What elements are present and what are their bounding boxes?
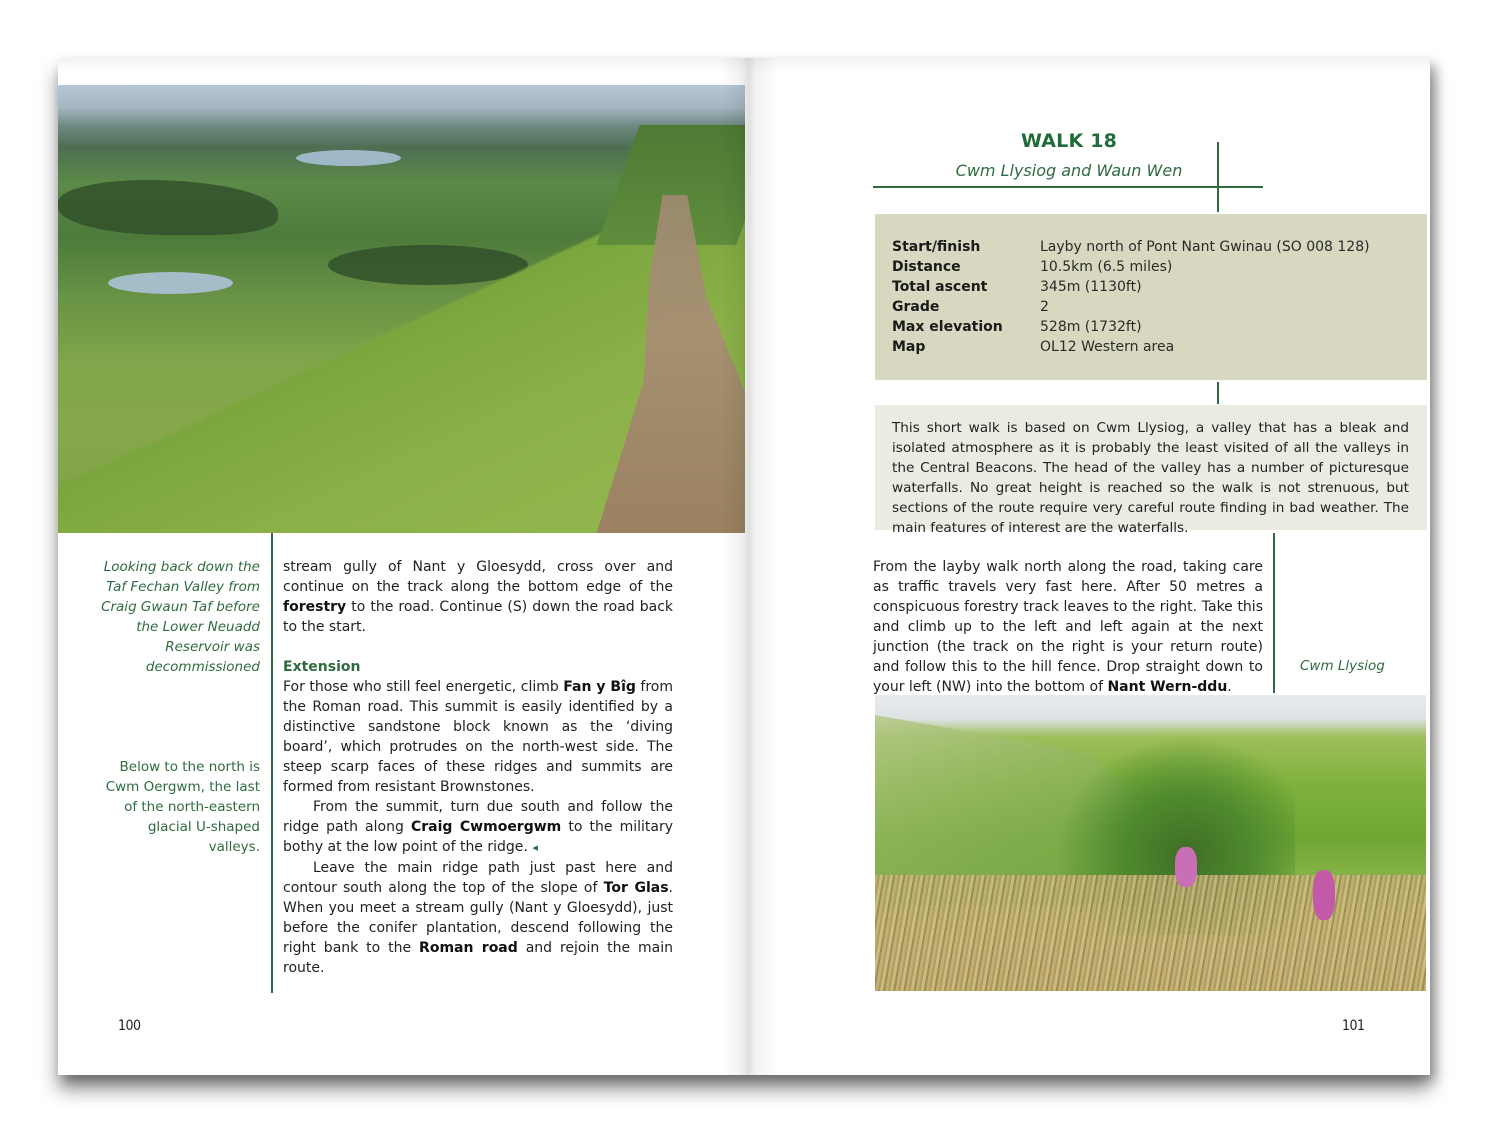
photo-foxglove: [1313, 870, 1335, 920]
place-name: Nant Wern-ddu: [1107, 679, 1228, 695]
place-name: Roman road: [419, 940, 518, 956]
place-name: Tor Glas: [603, 880, 669, 896]
walk-info-box: [875, 214, 1427, 380]
text: For those who still feel energetic, climb: [283, 679, 564, 695]
info-label: Total ascent: [892, 279, 988, 295]
text: to the military bothy at the low point of the ridge.: [283, 819, 673, 855]
text: .: [1227, 679, 1232, 695]
paragraph: [283, 557, 673, 637]
left-body-text: [283, 557, 673, 978]
cwm-llysiog-photo: [875, 695, 1426, 991]
right-page: [745, 58, 1430, 1075]
photo-grass: [875, 875, 1426, 991]
info-label: Grade: [892, 299, 940, 315]
margin-rule-top: [1217, 142, 1219, 212]
margin-rule: [271, 533, 273, 993]
intro-text: This short walk is based on Cwm Llysiog, a valley that has a bleak and isolated atmosphere as it is probably the least visited of all the valleys in the Central Beacons. The head of the valley has a number of picturesque waterfalls. No great height is reached so the walk is not strenuous, but sections of the route require very careful route finding in bad weather. The main features of interest are the waterfalls.: [892, 420, 1409, 536]
text: From the layby walk north along the road, taking care as traffic travels very fast here. After 50 metres a conspicuous forestry track leaves to the right. Take this and climb up to the left and left again at the next junction (the track on the right is your return route) and follow this to the hill fence. Drop straight down to your left (NW) into the bottom of: [873, 559, 1263, 695]
place-name: forestry: [283, 599, 347, 615]
route-text: [873, 557, 1263, 697]
text: to the road. Continue (S) down the road back to the start.: [283, 599, 673, 635]
margin-note: Below to the north is Cwm Oergwm, the last of the north-eastern glacial U-shaped valleys.: [105, 759, 260, 855]
text: Leave the main ridge path just past here and contour south along the top of the slope of: [283, 860, 673, 896]
page-number-right: 101: [1342, 1018, 1365, 1034]
text: . When you meet a stream gully (Nant y Gloesydd), just before the conifer plantation, descend following the right bank to the: [283, 880, 673, 956]
photo-foxglove: [1175, 847, 1197, 887]
info-value: 345m (1130ft): [1040, 279, 1142, 295]
walk-title: WALK 18: [1020, 130, 1118, 152]
info-value: OL12 Western area: [1040, 339, 1175, 355]
info-value: Layby north of Pont Nant Gwinau (SO 008 128): [1040, 239, 1370, 255]
place-name: Fan y Bîg: [563, 679, 636, 695]
photo-caption: Looking back down the Taf Fechan Valley from Craig Gwaun Taf before the Lower Neuadd Reservoir was decommissioned: [101, 559, 260, 675]
ridge-path-photo: [58, 85, 745, 533]
text: from the Roman road. This summit is easily identified by a distinctive sandstone block known as the ‘diving board’, which protrudes on the north-west side. The steep scarp faces of these ridges and summits are formed from resistant Brownstones.: [283, 679, 674, 795]
book-spread: [58, 58, 1430, 1075]
text: and rejoin the main route.: [283, 940, 674, 976]
walk-intro-box: [875, 405, 1427, 536]
info-value: 528m (1732ft): [1040, 319, 1142, 335]
info-label: Start/finish: [892, 239, 981, 255]
paragraph: [283, 858, 673, 978]
margin-rule-bottom: [1273, 533, 1275, 693]
page-number-left: 100: [118, 1018, 141, 1034]
info-value: 10.5km (6.5 miles): [1040, 259, 1173, 275]
paragraph: [283, 677, 673, 797]
extension-heading: Extension: [283, 659, 361, 675]
title-rule: [873, 186, 1263, 188]
back-arrow-icon: ◂: [532, 841, 538, 854]
text: stream gully of Nant y Gloesydd, cross over and continue on the track along the bottom edge of the: [283, 559, 673, 595]
info-value: 2: [1040, 299, 1049, 315]
info-label: Distance: [892, 259, 961, 275]
paragraph: [873, 557, 1263, 697]
photo-caption: Cwm Llysiog: [1300, 658, 1385, 674]
paragraph: [283, 797, 673, 858]
left-page: [58, 58, 745, 1075]
walk-subtitle: Cwm Llysiog and Waun Wen: [955, 161, 1183, 180]
place-name: Craig Cwmoergwm: [410, 819, 562, 835]
info-label: Map: [892, 339, 926, 355]
info-label: Max elevation: [892, 319, 1003, 335]
text: From the summit, turn due south and follow the ridge path along: [283, 799, 673, 835]
margin-rule-mid: [1217, 382, 1219, 404]
